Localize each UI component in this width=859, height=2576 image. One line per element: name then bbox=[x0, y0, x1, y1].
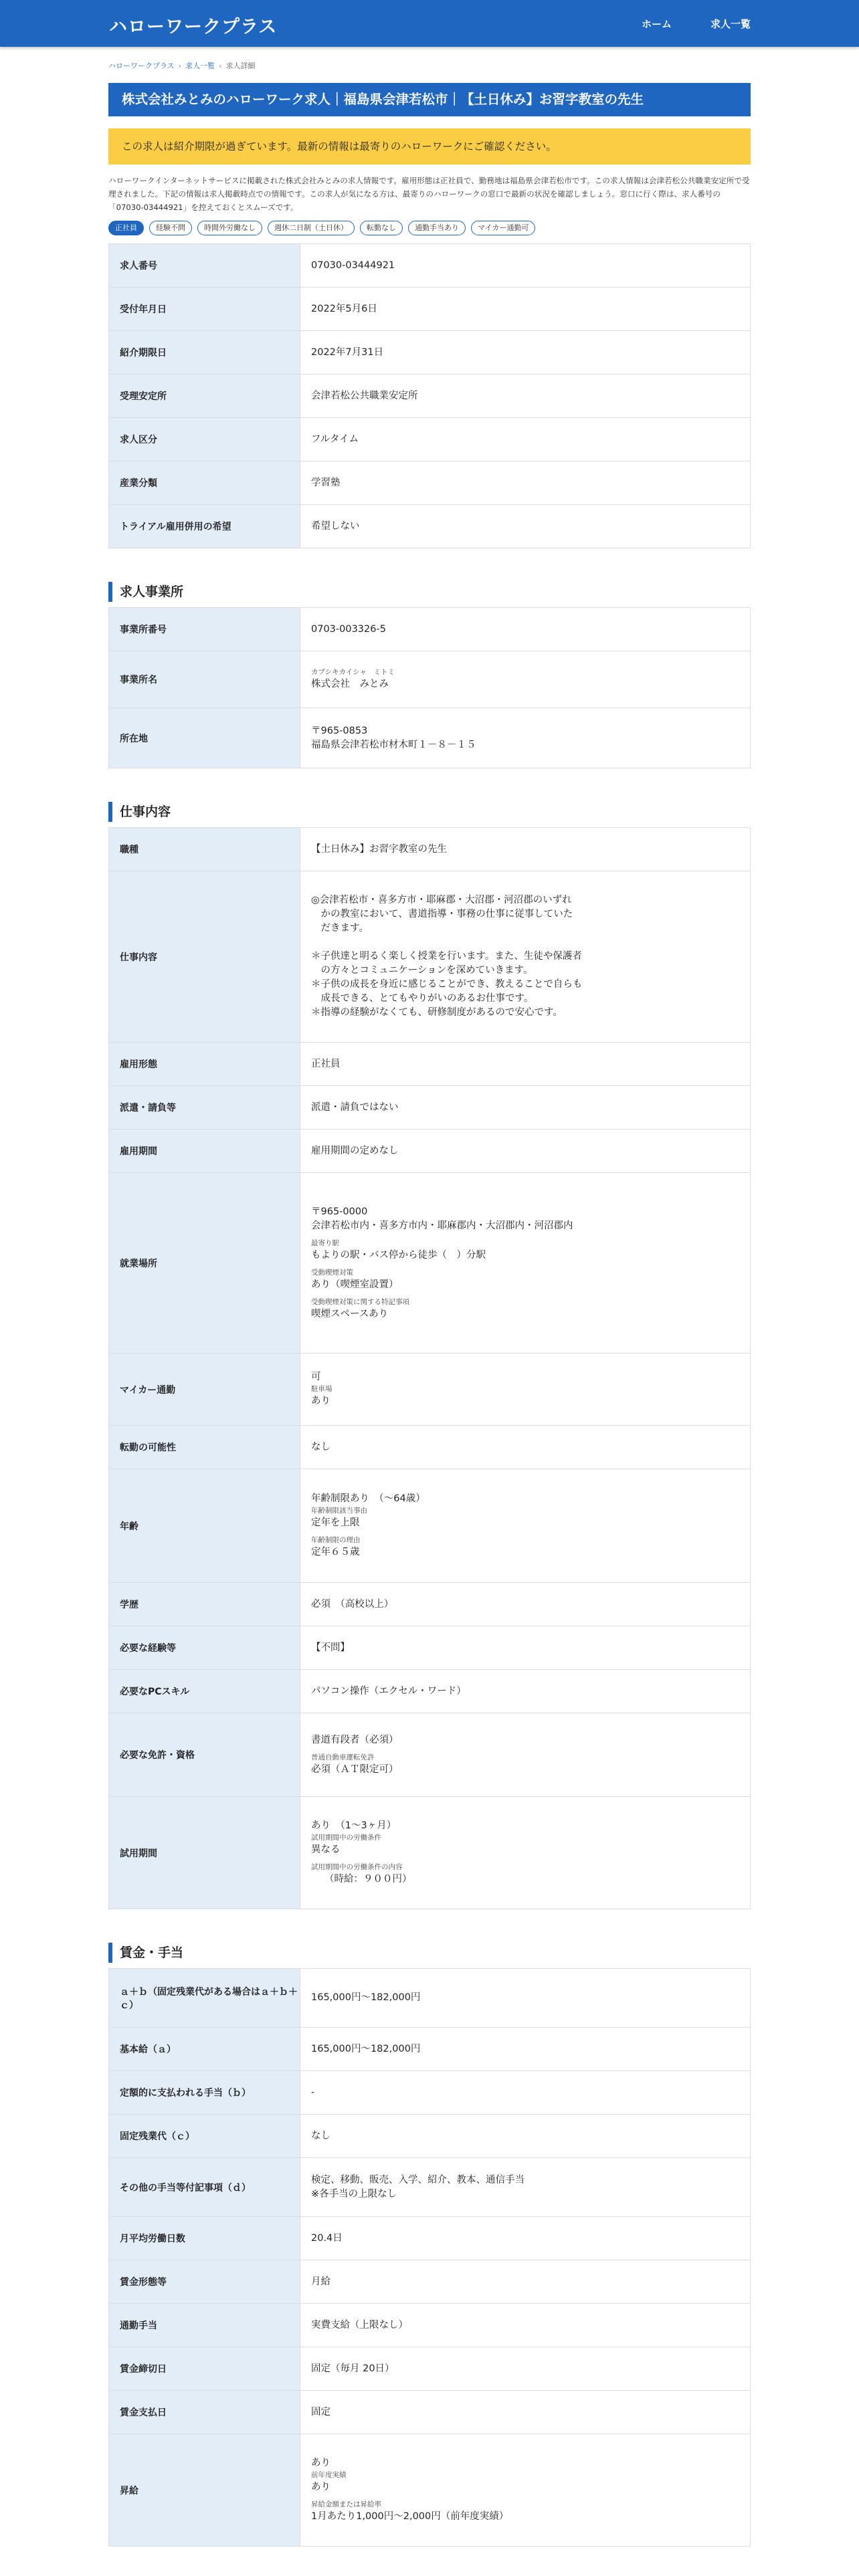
row-value: パソコン操作（エクセル・ワード） bbox=[300, 1670, 751, 1713]
table-row bbox=[109, 2217, 751, 2260]
work-zip: 〒965-0000 bbox=[311, 1206, 368, 1217]
row-label: 雇用形態 bbox=[109, 1043, 300, 1086]
table-row bbox=[109, 1713, 751, 1797]
tag-car-commute[interactable]: マイカー通勤可 bbox=[471, 221, 535, 235]
raise-cell bbox=[300, 2434, 751, 2547]
table-row bbox=[109, 871, 751, 1043]
nav-home[interactable]: ホーム bbox=[641, 18, 672, 30]
row-label: 産業分類 bbox=[109, 461, 300, 505]
intro-text: ハローワークインターネットサービスに掲載された株式会社みとみの求人情報です。雇用形態は正社員で、勤務地は福島県会津若松市です。この求人情報は会津若松公共職業安定所で受理されました。下記の情報は求人掲載時点での情報です。この求人が気になる方は、最寄りのハローワークの窓口で最新の状況を確認しましょう。窓口に行く際は、求人番号の「07030-03444921」を控えておくとスムーズです。 bbox=[108, 176, 750, 212]
office-table bbox=[108, 607, 751, 768]
row-label: 通勤手当 bbox=[109, 2304, 300, 2347]
table-row bbox=[109, 2158, 751, 2217]
table-row bbox=[109, 331, 751, 374]
expired-alert: この求人は紹介期限が過ぎています。最新の情報は最寄りのハローワークにご確認ください。 bbox=[108, 128, 751, 165]
smoking-note: 喫煙スペースあり bbox=[311, 1308, 389, 1319]
table-row bbox=[109, 244, 751, 288]
main-nav bbox=[642, 17, 751, 31]
site-logo[interactable]: ハローワークプラス bbox=[109, 17, 278, 37]
row-label: 年齢 bbox=[109, 1469, 300, 1583]
feature-tags bbox=[108, 221, 751, 235]
row-label: 職種 bbox=[109, 828, 300, 871]
table-row bbox=[109, 1354, 751, 1426]
job-description: ◎会津若松市・喜多方市・耶麻郡・大沼郡・河沼郡のいずれ かの教室において、書道指導・事務の仕事に従事していた だきます。 ＊子供達と明るく楽しく授業を行います。また、生徒や保護者 の方々とコミュニケーションを深めていきます。 ＊子供の成長を身近に感じることができ、教えることで自らも 成長できる、とてもやりがいのあるお仕事です。 ＊指導の経験がなくても、研修制度があるので安心です。 bbox=[300, 871, 751, 1043]
row-label: 事業所名 bbox=[109, 651, 300, 708]
basic-info-table bbox=[108, 243, 751, 548]
row-label: マイカー通勤 bbox=[109, 1354, 300, 1426]
table-row bbox=[109, 1797, 751, 1909]
work-location-cell bbox=[300, 1173, 751, 1354]
office-name-cell bbox=[300, 651, 751, 708]
field-label: 年齢制限の理由 bbox=[311, 1536, 361, 1544]
trial-cell bbox=[300, 1797, 751, 1909]
breadcrumb bbox=[108, 47, 751, 83]
table-row bbox=[109, 2028, 751, 2071]
row-label: 必要なPCスキル bbox=[109, 1670, 300, 1713]
row-label: 就業場所 bbox=[109, 1173, 300, 1354]
field-label: 試用期間中の労働条件 bbox=[311, 1834, 381, 1842]
row-label: 受付年月日 bbox=[109, 288, 300, 331]
nearest-station: もよりの駅・バス停から徒歩（ ）分駅 bbox=[311, 1249, 486, 1261]
table-row bbox=[109, 1626, 751, 1670]
row-value: 学習塾 bbox=[300, 461, 751, 505]
row-value: 雇用期間の定めなし bbox=[300, 1130, 751, 1173]
license-1: 書道有段者（必須） bbox=[311, 1734, 399, 1745]
table-row bbox=[109, 2391, 751, 2434]
row-label: 必要な免許・資格 bbox=[109, 1713, 300, 1797]
row-value: 固定（毎月 20日） bbox=[300, 2347, 751, 2391]
row-label: 学歴 bbox=[109, 1583, 300, 1626]
table-row bbox=[109, 2260, 751, 2304]
field-label: 最寄り駅 bbox=[311, 1239, 339, 1247]
field-label: 受動喫煙対策 bbox=[311, 1268, 353, 1277]
row-label: 固定残業代（ｃ） bbox=[109, 2115, 300, 2158]
row-value: なし bbox=[300, 2115, 751, 2158]
row-label: 必要な経験等 bbox=[109, 1626, 300, 1670]
field-label: 年齢制限該当事由 bbox=[311, 1507, 367, 1515]
table-row bbox=[109, 505, 751, 548]
license-cell bbox=[300, 1713, 751, 1797]
site-header bbox=[0, 0, 859, 47]
table-row bbox=[109, 1130, 751, 1173]
row-value: 165,000円～182,000円 bbox=[300, 1969, 751, 2028]
trial-condition: 異なる bbox=[311, 1844, 341, 1855]
breadcrumb-home[interactable]: ハローワークプラス bbox=[108, 62, 175, 70]
breadcrumb-separator-icon: › bbox=[219, 62, 222, 70]
table-row bbox=[109, 2434, 751, 2547]
table-row bbox=[109, 2071, 751, 2115]
section-office-heading: 求人事業所 bbox=[108, 582, 751, 602]
row-value: 165,000円～182,000円 bbox=[300, 2028, 751, 2071]
row-value: 20.4日 bbox=[300, 2217, 751, 2260]
office-name: 株式会社 みとみ bbox=[311, 679, 389, 689]
nav-job-list[interactable]: 求人一覧 bbox=[710, 18, 751, 30]
row-value: 希望しない bbox=[300, 505, 751, 548]
row-value: 実費支給（上限なし） bbox=[300, 2304, 751, 2347]
tag-no-transfer[interactable]: 転勤なし bbox=[360, 221, 403, 235]
office-address-cell bbox=[300, 708, 751, 768]
row-value: 正社員 bbox=[300, 1043, 751, 1086]
tag-no-overtime[interactable]: 時間外労働なし bbox=[197, 221, 262, 235]
row-label: 賃金形態等 bbox=[109, 2260, 300, 2304]
field-label: 駐車場 bbox=[311, 1385, 332, 1393]
raise: あり bbox=[311, 2458, 330, 2468]
row-label: 事業所番号 bbox=[109, 608, 300, 651]
row-value: - bbox=[300, 2071, 751, 2115]
table-row bbox=[109, 708, 751, 768]
row-value: 必須 （高校以上） bbox=[300, 1583, 751, 1626]
breadcrumb-job-list[interactable]: 求人一覧 bbox=[185, 62, 215, 70]
row-label: 定額的に支払われる手当（ｂ） bbox=[109, 2071, 300, 2115]
row-label: 紹介期限日 bbox=[109, 331, 300, 374]
row-label: 求人番号 bbox=[109, 244, 300, 288]
row-value: 派遣・請負ではない bbox=[300, 1086, 751, 1130]
work-location: 会津若松市内・喜多方市内・耶麻郡内・大沼郡内・河沼郡内 bbox=[311, 1220, 573, 1231]
table-row bbox=[109, 1969, 751, 2028]
table-row bbox=[109, 1173, 751, 1354]
tag-fulltime[interactable]: 正社員 bbox=[108, 221, 144, 235]
job-title: 【土日休み】お習字教室の先生 bbox=[300, 828, 751, 871]
row-value: 2022年5月6日 bbox=[300, 288, 751, 331]
license-2: 必須（ＡＴ限定可） bbox=[311, 1763, 399, 1775]
main-content bbox=[108, 47, 751, 2547]
table-row bbox=[109, 288, 751, 331]
row-label: 転勤の可能性 bbox=[109, 1426, 300, 1469]
row-value: なし bbox=[300, 1426, 751, 1469]
table-row bbox=[109, 374, 751, 418]
row-label: 雇用期間 bbox=[109, 1130, 300, 1173]
field-label: 普通自動車運転免許 bbox=[311, 1753, 375, 1761]
raise-amount: 1月あたり1,000円～2,000円（前年度実績） bbox=[311, 2511, 509, 2522]
parking: あり bbox=[311, 1396, 330, 1406]
page-title: 株式会社みとみのハローワーク求人｜福島県会津若松市｜【土日休み】お習字教室の先生 bbox=[108, 83, 751, 116]
smoking-policy: あり（喫煙室設置） bbox=[311, 1279, 399, 1290]
breadcrumb-separator-icon: › bbox=[178, 62, 182, 70]
tag-two-days-off[interactable]: 週休二日制（土日休） bbox=[268, 221, 355, 235]
row-value: 【不問】 bbox=[300, 1626, 751, 1670]
table-row bbox=[109, 1583, 751, 1626]
row-label: 仕事内容 bbox=[109, 871, 300, 1043]
age-limit: 年齢制限あり （～64歳） bbox=[311, 1493, 425, 1504]
table-row bbox=[109, 461, 751, 505]
table-row bbox=[109, 2304, 751, 2347]
row-value: フルタイム bbox=[300, 418, 751, 461]
table-row bbox=[109, 2115, 751, 2158]
row-label: ａ＋ｂ（固定残業代がある場合はａ＋ｂ＋ｃ） bbox=[109, 1969, 300, 2028]
row-label: 求人区分 bbox=[109, 418, 300, 461]
row-label: 派遣・請負等 bbox=[109, 1086, 300, 1130]
table-row bbox=[109, 1426, 751, 1469]
other-allowances: 検定、移動、販売、入学、紹介、教本、通信手当 ※各手当の上限なし bbox=[300, 2158, 751, 2217]
table-row bbox=[109, 608, 751, 651]
table-row bbox=[109, 1670, 751, 1713]
field-label: 試用期間中の労働条件の内容 bbox=[311, 1863, 403, 1871]
table-row bbox=[109, 1043, 751, 1086]
car-commute: 可 bbox=[311, 1372, 321, 1382]
row-label: 基本給（ａ） bbox=[109, 2028, 300, 2071]
age-reason: 定年を上限 bbox=[311, 1517, 360, 1528]
office-address: 福島県会津若松市材木町１－８－１５ bbox=[311, 739, 476, 750]
row-label: 昇給 bbox=[109, 2434, 300, 2547]
row-label: 試用期間 bbox=[109, 1797, 300, 1909]
section-wage-heading: 賃金・手当 bbox=[108, 1943, 751, 1963]
row-label: 所在地 bbox=[109, 708, 300, 768]
row-label: 受理安定所 bbox=[109, 374, 300, 418]
row-label: トライアル雇用併用の希望 bbox=[109, 505, 300, 548]
table-row bbox=[109, 418, 751, 461]
office-number: 0703-003326-5 bbox=[300, 608, 751, 651]
field-label: 前年度実績 bbox=[311, 2471, 347, 2479]
table-row bbox=[109, 1469, 751, 1583]
trial-detail: （時給：９００円） bbox=[324, 1874, 412, 1885]
row-value: 固定 bbox=[300, 2391, 751, 2434]
section-job-heading: 仕事内容 bbox=[108, 802, 751, 822]
table-row bbox=[109, 651, 751, 708]
trial-period: あり （1～3ヶ月） bbox=[311, 1820, 397, 1831]
row-value: 月給 bbox=[300, 2260, 751, 2304]
age-why: 定年６５歳 bbox=[311, 1547, 360, 1558]
table-row bbox=[109, 2347, 751, 2391]
raise-previous: あり bbox=[311, 2482, 330, 2492]
wage-table bbox=[108, 1968, 751, 2547]
field-label: 受動喫煙対策に関する特記事項 bbox=[311, 1297, 409, 1306]
row-value: 2022年7月31日 bbox=[300, 331, 751, 374]
row-value: 会津若松公共職業安定所 bbox=[300, 374, 751, 418]
row-label: 賃金締切日 bbox=[109, 2347, 300, 2391]
job-table bbox=[108, 827, 751, 1909]
field-label: 昇給金額または昇給率 bbox=[311, 2500, 381, 2508]
tag-commute-allowance[interactable]: 通勤手当あり bbox=[408, 221, 466, 235]
breadcrumb-current: 求人詳細 bbox=[225, 62, 256, 70]
row-label: 月平均労働日数 bbox=[109, 2217, 300, 2260]
table-row bbox=[109, 828, 751, 871]
office-name-kana: カブシキカイシャ ミトミ bbox=[311, 668, 395, 676]
car-commute-cell bbox=[300, 1354, 751, 1426]
row-value: 07030-03444921 bbox=[300, 244, 751, 288]
age-cell bbox=[300, 1469, 751, 1583]
table-row bbox=[109, 1086, 751, 1130]
row-label: その他の手当等付記事項（ｄ） bbox=[109, 2158, 300, 2217]
row-label: 賃金支払日 bbox=[109, 2391, 300, 2434]
tag-no-experience[interactable]: 経験不問 bbox=[149, 221, 192, 235]
office-zip: 〒965-0853 bbox=[311, 725, 368, 736]
